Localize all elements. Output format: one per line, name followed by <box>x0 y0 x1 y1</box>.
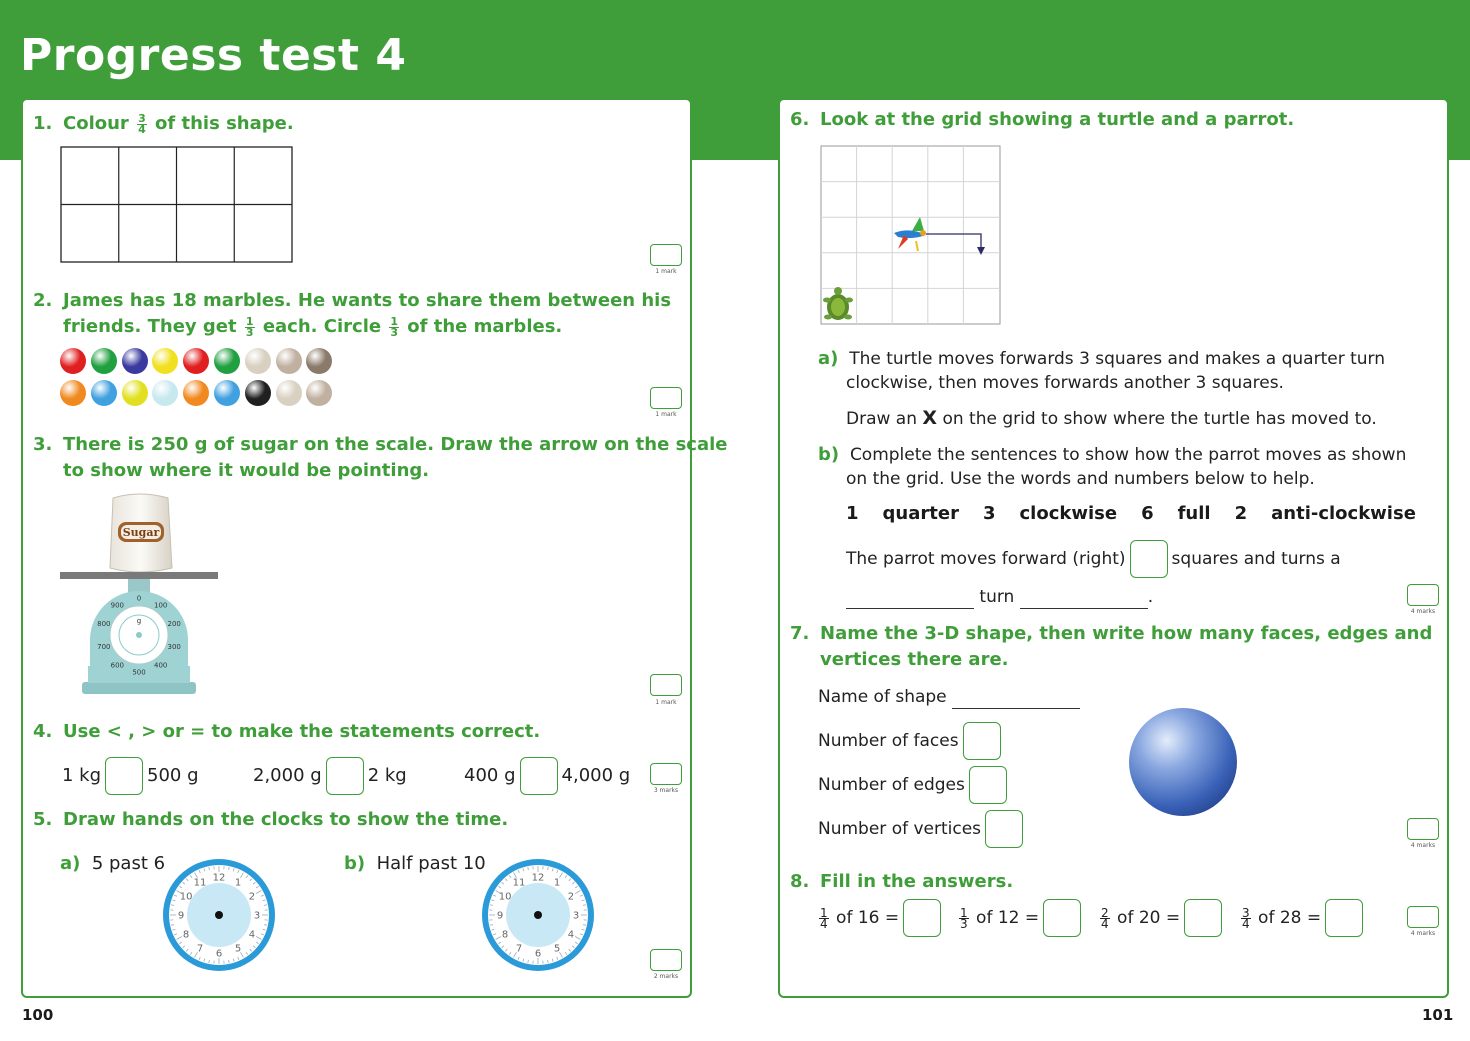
marble[interactable] <box>91 348 117 374</box>
marble[interactable] <box>276 380 302 406</box>
marble[interactable] <box>214 380 240 406</box>
q3-scale[interactable] <box>58 490 223 695</box>
marble[interactable] <box>183 348 209 374</box>
q5-heading: 5. Draw hands on the clocks to show the time. <box>33 809 509 830</box>
q8-answer-box-4[interactable] <box>1325 899 1363 937</box>
marble[interactable] <box>122 380 148 406</box>
q4-answer-box-3[interactable] <box>520 757 558 795</box>
q5-mark-label: 2 marks <box>653 973 679 980</box>
q4-item-2: 2,000 g 2 kg <box>253 757 407 795</box>
dial-label: 500 <box>132 668 146 677</box>
svg-text:Sugar: Sugar <box>122 526 160 539</box>
q8-item-4: $\frac{3}{4}$ of 28 = <box>1239 898 1367 938</box>
q7-edges-row: Number of edges <box>818 766 1011 804</box>
q7-vertices-box[interactable] <box>985 810 1023 848</box>
q6-mark-box[interactable] <box>1407 584 1439 606</box>
q6b-text: b) Complete the sentences to show how the parrot moves as shown <box>818 444 1407 465</box>
marble[interactable] <box>183 380 209 406</box>
page-number-left: 100 <box>22 1006 54 1024</box>
marble[interactable] <box>276 348 302 374</box>
q7-name-row: Name of shape <box>818 685 1080 709</box>
marble[interactable] <box>245 348 271 374</box>
clock-number: 6 <box>215 948 223 960</box>
q6a-instruction: Draw an X on the grid to show where the turtle has moved to. <box>846 407 1377 429</box>
clock-number: 1 <box>234 877 242 889</box>
q6-blank-2[interactable] <box>1020 593 1148 609</box>
clock-number: 4 <box>248 929 256 941</box>
dial-label: 100 <box>154 601 168 610</box>
q4-answer-box-1[interactable] <box>105 757 143 795</box>
q3-heading: 3. There is 250 g of sugar on the scale. Draw the arrow on the scale <box>33 434 728 455</box>
q7-vertices-row: Number of vertices <box>818 810 1027 848</box>
sphere-icon <box>1126 706 1240 818</box>
marble[interactable] <box>122 348 148 374</box>
q3-mark-label: 1 mark <box>655 699 677 706</box>
q7-faces-box[interactable] <box>963 722 1001 760</box>
q6-heading: 6. Look at the grid showing a turtle and a parrot. <box>790 109 1295 130</box>
page-number-right: 101 <box>1422 1006 1454 1024</box>
clock-number: 9 <box>496 910 504 922</box>
clock-number: 2 <box>248 891 256 903</box>
clock-number: 11 <box>193 877 207 889</box>
marble[interactable] <box>214 348 240 374</box>
q1-mark-label: 1 mark <box>655 268 677 275</box>
q5b-clock[interactable] <box>479 856 597 974</box>
q1-mark-box[interactable] <box>650 244 682 266</box>
clock-number: 1 <box>553 877 561 889</box>
clock-number: 10 <box>498 891 512 903</box>
dial-label: 800 <box>97 620 111 629</box>
q7-heading: 7. Name the 3-D shape, then write how many faces, edges and <box>790 623 1433 644</box>
clock-number: 12 <box>531 872 545 884</box>
q6-sentence-1: The parrot moves forward (right) squares and turns a <box>846 540 1341 578</box>
q7-edges-box[interactable] <box>969 766 1007 804</box>
dial-unit: g <box>136 617 142 625</box>
q1-fraction: $\frac{3}{4}$ <box>138 111 146 136</box>
clock-number: 12 <box>212 872 226 884</box>
q2-heading-line2: friends. They get $\frac{1}{3}$ each. Circle $\frac{1}{3}$ of the marbles. <box>63 314 563 339</box>
q6-mark-label: 4 marks <box>1410 608 1436 615</box>
q6-word-bank: 1 quarter 3 clockwise 6 full 2 anti-clockwise <box>846 503 1416 524</box>
q6-grid[interactable] <box>820 145 1002 326</box>
clock-number: 5 <box>553 943 561 955</box>
dial-label: 700 <box>97 642 111 651</box>
q2-mark-box[interactable] <box>650 387 682 409</box>
clock-number: 3 <box>572 910 580 922</box>
q6-squares-box[interactable] <box>1130 540 1168 578</box>
q7-mark-label: 4 marks <box>1410 842 1436 849</box>
q2-mark-label: 1 mark <box>655 411 677 418</box>
q6a-text-line2: clockwise, then moves forwards another 3 squares. <box>846 373 1284 393</box>
clock-number: 9 <box>177 910 185 922</box>
q5b-label: b) Half past 10 <box>344 853 486 874</box>
dial-label: 600 <box>110 661 124 670</box>
q6a-text: a) The turtle moves forwards 3 squares and makes a quarter turn <box>818 348 1386 369</box>
q3-mark-box[interactable] <box>650 674 682 696</box>
q6b-text-line2: on the grid. Use the words and numbers below to help. <box>846 469 1315 489</box>
q5a-label: a) 5 past 6 <box>60 853 166 874</box>
clock-number: 8 <box>182 929 190 941</box>
q7-name-blank[interactable] <box>952 693 1080 709</box>
dial-label: 900 <box>110 601 124 610</box>
marble[interactable] <box>245 380 271 406</box>
q6-blank-1[interactable] <box>846 593 974 609</box>
q8-answer-box-2[interactable] <box>1043 899 1081 937</box>
clock-number: 7 <box>515 943 523 955</box>
q5-mark-box[interactable] <box>650 949 682 971</box>
q4-mark-box[interactable] <box>650 763 682 785</box>
q4-item-1: 1 kg 500 g <box>62 757 199 795</box>
dial-label: 300 <box>167 642 181 651</box>
q2-heading: 2. James has 18 marbles. He wants to share them between his <box>33 290 672 311</box>
q8-item-3: $\frac{2}{4}$ of 20 = <box>1098 898 1226 938</box>
clock-number: 10 <box>179 891 193 903</box>
dial-label: 0 <box>136 594 142 603</box>
clock-number: 4 <box>567 929 575 941</box>
clock-number: 6 <box>534 948 542 960</box>
dial-label: 400 <box>154 661 168 670</box>
marble[interactable] <box>91 380 117 406</box>
q1-heading: 1. Colour $\frac{3}{4}$ of this shape. <box>33 111 294 136</box>
q8-item-2: $\frac{1}{3}$ of 12 = <box>957 898 1085 938</box>
q8-heading: 8. Fill in the answers. <box>790 871 1014 892</box>
marble[interactable] <box>60 380 86 406</box>
q8-mark-box[interactable] <box>1407 906 1439 928</box>
clock-number: 7 <box>196 943 204 955</box>
q4-mark-label: 3 marks <box>653 787 679 794</box>
q8-answer-box-1[interactable] <box>903 899 941 937</box>
q6-sentence-2: turn . <box>846 585 1153 609</box>
q3-heading-line2: to show where it would be pointing. <box>63 460 430 481</box>
clock-number: 8 <box>501 929 509 941</box>
q7-heading-line2: vertices there are. <box>820 649 1009 670</box>
q1-shape-grid[interactable] <box>60 146 293 263</box>
q8-mark-label: 4 marks <box>1410 930 1436 937</box>
marble[interactable] <box>60 348 86 374</box>
clock-number: 3 <box>253 910 261 922</box>
q7-mark-box[interactable] <box>1407 818 1439 840</box>
q8-item-1: $\frac{1}{4}$ of 16 = <box>817 898 945 938</box>
q4-heading: 4. Use < , > or = to make the statements correct. <box>33 721 541 742</box>
dial-label: 200 <box>167 620 181 629</box>
clock-number: 2 <box>567 891 575 903</box>
q4-answer-box-2[interactable] <box>326 757 364 795</box>
q8-answer-box-3[interactable] <box>1184 899 1222 937</box>
clock-number: 5 <box>234 943 242 955</box>
page-title: Progress test 4 <box>20 30 407 81</box>
q5a-clock[interactable] <box>160 856 278 974</box>
q4-item-3: 400 g 4,000 g <box>464 757 630 795</box>
q7-faces-row: Number of faces <box>818 722 1005 760</box>
clock-number: 11 <box>512 877 526 889</box>
